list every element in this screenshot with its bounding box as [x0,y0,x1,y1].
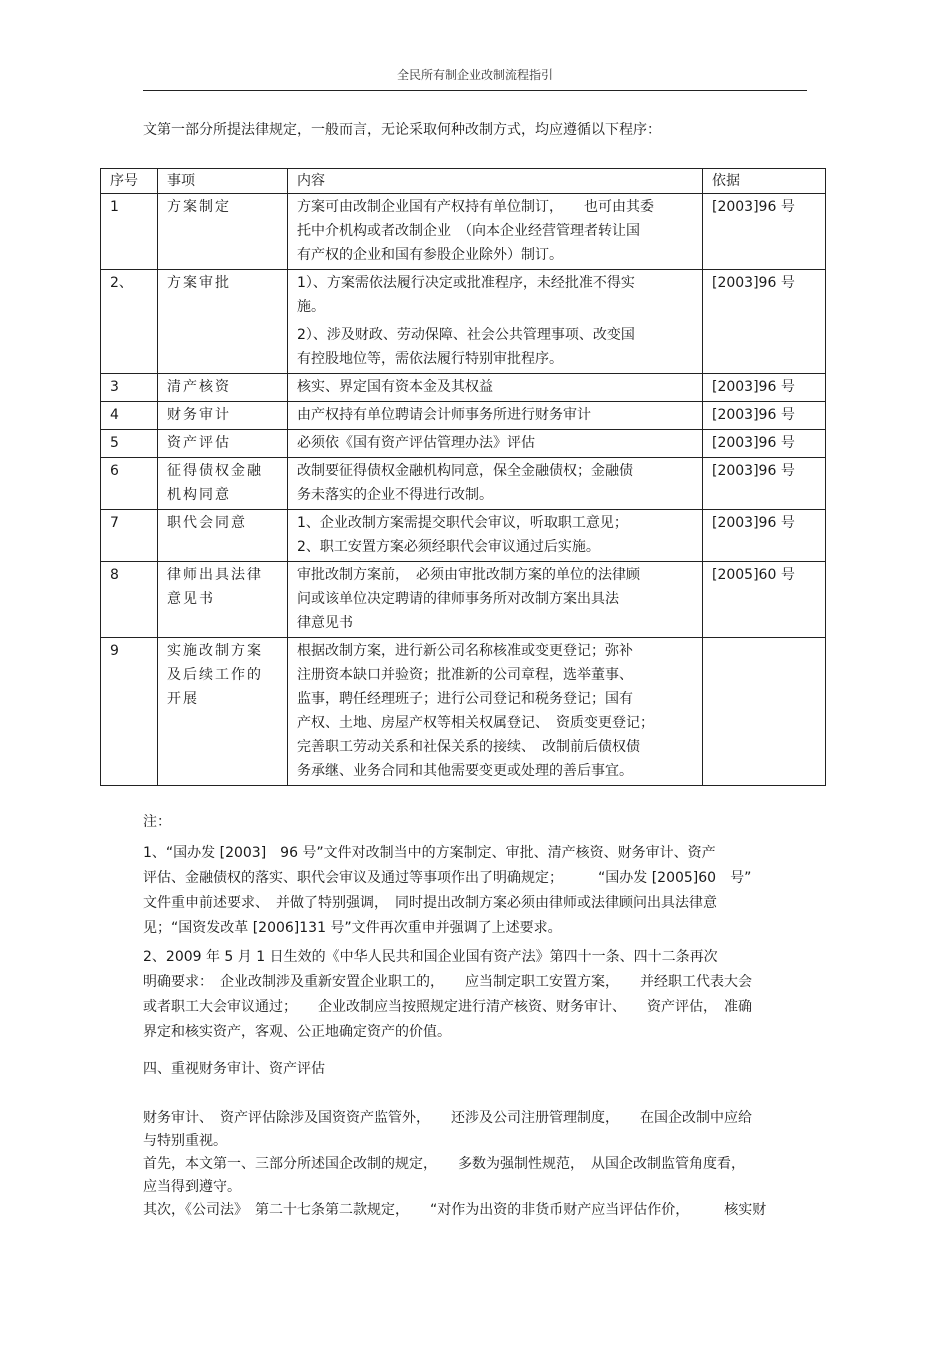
content-line: 改制要征得债权金融机构同意，保全金融债权；金融债 [297,463,633,479]
row-basis: [2003]96 号 [703,374,826,402]
content-line: 托中介机构或者改制企业 （向本企业经营管理者转让国 [297,223,640,239]
content-line: 注册资本缺口并验资；批准新的公司章程，选举董事、 [297,667,633,683]
content-line: 施。 [297,299,325,315]
row-item: 方案制定 [158,194,288,270]
row-content [288,638,703,786]
row-item: 职代会同意 [158,510,288,562]
table-row [101,374,826,402]
note-line: 见；“国资发改革 [2006]131 号”文件再次重申并强调了上述要求。 [143,920,562,936]
row-item [158,458,288,510]
table-row [101,430,826,458]
item-line: 意见书 [167,591,215,607]
body-line: 应当得到遵守。 [143,1179,241,1195]
row-basis: [2003]96 号 [703,270,826,374]
row-content [288,562,703,638]
row-basis: [2003]96 号 [703,402,826,430]
item-line: 机构同意 [167,487,231,503]
row-basis [703,638,826,786]
row-number: 8 [101,562,158,638]
content-line: 1）、方案需依法履行决定或批准程序，未经批准不得实 [297,275,635,291]
notes-section [143,810,807,1045]
content-line: 方案可由改制企业国有产权持有单位制订， 也可由其委 [297,199,654,215]
note-line: 明确要求： 企业改制涉及重新安置企业职工的， 应当制定职工安置方案， 并经职工代表大会 [143,974,752,990]
content-line: 由产权持有单位聘请会计师事务所进行财务审计 [297,407,591,423]
row-item: 资产评估 [158,430,288,458]
procedure-table [100,168,826,786]
row-basis: [2003]96 号 [703,194,826,270]
note-1 [143,841,807,941]
row-content [288,374,703,402]
row-number: 7 [101,510,158,562]
table-row [101,458,826,510]
content-line: 产权、土地、房屋产权等相关权属登记、 资质变更登记； [297,715,654,731]
column-header-item: 事项 [158,169,288,194]
page-header-title: 全民所有制企业改制流程指引 [396,68,553,82]
content-line: 律意见书 [297,615,353,631]
row-item [158,638,288,786]
content-line: 2）、涉及财政、劳动保障、社会公共管理事项、改变国 [297,327,635,343]
row-basis: [2003]96 号 [703,510,826,562]
item-line: 实施改制方案 [167,643,263,659]
row-number: 1 [101,194,158,270]
row-number: 5 [101,430,158,458]
item-line: 律师出具法律 [167,567,263,583]
intro-paragraph: 文第一部分所提法律规定，一般而言，无论采取何种改制方式，均应遵循以下程序： [143,122,661,138]
body-paragraphs [143,1107,807,1222]
row-content [288,458,703,510]
note-line: 1、“国办发 [2003] 96 号”文件对改制当中的方案制定、审批、清产核资、财务审计、资产 [143,845,716,861]
table-header-row [101,169,826,194]
body-line: 与特别重视。 [143,1133,227,1149]
note-line: 或者职工大会审议通过； 企业改制应当按照规定进行清产核资、财务审计、 资产评估， 准确 [143,999,752,1015]
row-basis: [2003]96 号 [703,458,826,510]
content-line: 务承继、业务合同和其他需要变更或处理的善后事宜。 [297,763,633,779]
row-content [288,510,703,562]
table-row [101,510,826,562]
note-2 [143,945,807,1045]
row-number: 4 [101,402,158,430]
row-content [288,194,703,270]
table-row [101,562,826,638]
content-line: 1、企业改制方案需提交职代会审议，听取职工意见； [297,515,628,531]
row-number: 3 [101,374,158,402]
note-line: 文件重申前述要求、 并做了特别强调， 同时提出改制方案必须由律师或法律顾问出具法律意 [143,895,717,911]
column-header-basis: 依据 [703,169,826,194]
row-number: 9 [101,638,158,786]
table-row [101,270,826,374]
row-number: 6 [101,458,158,510]
item-line: 开展 [167,691,199,707]
body-line: 首先，本文第一、三部分所述国企改制的规定， 多数为强制性规范， 从国企改制监管角度看， [143,1156,745,1172]
body-line: 财务审计、 资产评估除涉及国资资产监管外， 还涉及公司注册管理制度， 在国企改制中应给 [143,1110,752,1126]
header-divider [143,90,807,91]
content-line: 根据改制方案，进行新公司名称核准或变更登记；弥补 [297,643,633,659]
row-item: 清产核资 [158,374,288,402]
row-item: 财务审计 [158,402,288,430]
row-basis: [2005]60 号 [703,562,826,638]
row-content [288,270,703,374]
table-row [101,638,826,786]
notes-label: 注： [143,814,171,830]
note-line: 评估、金融债权的落实、职代会审议及通过等事项作出了明确规定； “国办发 [2005]60 号” [143,870,752,886]
content-line: 务未落实的企业不得进行改制。 [297,487,493,503]
item-line: 及后续工作的 [167,667,263,683]
row-item [158,562,288,638]
content-line: 完善职工劳动关系和社保关系的接续、 改制前后债权债 [297,739,640,755]
row-number: 2、 [101,270,158,374]
content-line: 问或该单位决定聘请的律师事务所对改制方案出具法 [297,591,619,607]
content-line: 监事，聘任经理班子；进行公司登记和税务登记；国有 [297,691,633,707]
table-row [101,402,826,430]
table-row [101,194,826,270]
row-content [288,402,703,430]
note-line: 界定和核实资产，客观、公正地确定资产的价值。 [143,1024,451,1040]
content-line: 审批改制方案前， 必须由审批改制方案的单位的法律顾 [297,567,640,583]
content-line: 核实、界定国有资本金及其权益 [297,379,493,395]
row-item: 方案审批 [158,270,288,374]
column-header-content: 内容 [288,169,703,194]
content-line: 2、职工安置方案必须经职代会审议通过后实施。 [297,539,600,555]
section-heading: 四、重视财务审计、资产评估 [143,1061,325,1077]
content-line: 有产权的企业和国有参股企业除外）制订。 [297,247,563,263]
content-line: 有控股地位等，需依法履行特别审批程序。 [297,351,563,367]
note-line: 2、2009 年 5 月 1 日生效的《中华人民共和国企业国有资产法》第四十一条、四十二条再次 [143,949,718,965]
column-header-no: 序号 [101,169,158,194]
content-line: 必须依《国有资产评估管理办法》评估 [297,435,535,451]
body-line: 其次，《公司法》 第二十七条第二款规定， “对作为出资的非货币财产应当评估作价， 核实财 [143,1202,767,1218]
item-line: 征得债权金融 [167,463,263,479]
row-basis: [2003]96 号 [703,430,826,458]
row-content [288,430,703,458]
